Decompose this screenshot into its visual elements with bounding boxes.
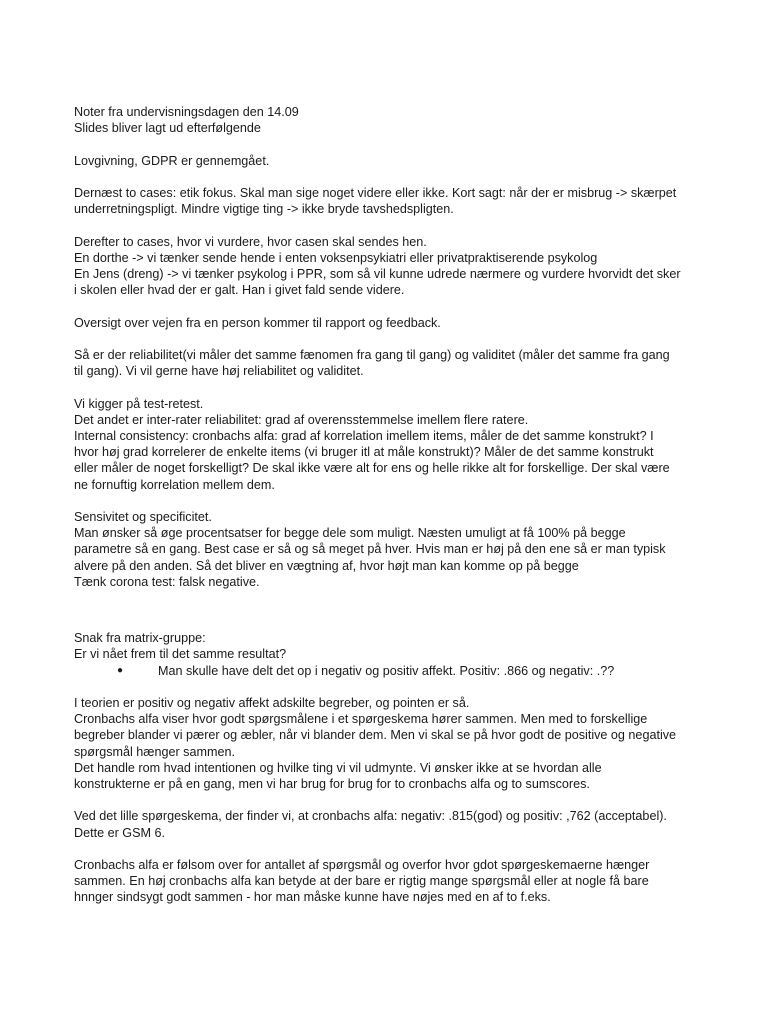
text-line: hvor høj grad korrelerer de enkelte items (vi bruger itl at måle konstrukt)? Måler de det samme konstrukt	[74, 445, 654, 460]
text-line: til gang). Vi vil gerne have høj reliabilitet og validitet.	[74, 364, 364, 379]
document-page	[74, 104, 704, 922]
text-line: Man ønsker så øge procentsatser for begge dele som muligt. Næsten umuligt at få 100% på begge	[74, 526, 626, 541]
text-line: hnnger sindsygt godt sammen - hor man måske kunne have nøjes med en af to f.eks.	[74, 890, 551, 905]
paragraph-theory	[74, 695, 704, 792]
text-line: Cronbachs alfa viser hvor godt spørgsmålene i et spørgeskema hører sammen. Men med to forskellige	[74, 712, 648, 727]
paragraph-sensitivity	[74, 509, 704, 590]
text-line: En Jens (dreng) -> vi tænker psykolog i PPR, som så vil kunne udrede nærmere og vurdere hvorvidt det sker	[74, 266, 681, 281]
text-line: Er vi nået frem til det samme resultat?	[74, 647, 287, 662]
paragraph-test-retest	[74, 396, 704, 493]
text-line: Derefter to cases, hvor vi vurdere, hvor casen skal sendes hen.	[74, 234, 427, 249]
paragraph-ethics-cases	[74, 185, 704, 217]
document-title: Noter fra undervisningsdagen den 14.09	[74, 105, 299, 119]
text-line: Lovgivning, GDPR er gennemgået.	[74, 153, 270, 168]
text-line: underretningspligt. Mindre vigtige ting -> ikke bryde tavshedspligten.	[74, 202, 454, 217]
bullet-icon: ●	[117, 664, 124, 676]
text-line: Det handle rom hvad intentionen og hvilke ting vi vil udmynte. Vi ønsker ikke at se hvordan alle	[74, 760, 602, 775]
text-line: Oversigt over vejen fra en person kommer til rapport og feedback.	[74, 315, 441, 330]
text-line: Så er der reliabilitet(vi måler det samme fænomen fra gang til gang) og validitet (måler det samme fra gang	[74, 347, 670, 362]
text-line: Tænk corona test: falsk negative.	[74, 574, 260, 589]
text-line: Ved det lille spørgeskema, der finder vi, at cronbachs alfa: negativ: .815(god) og positiv: ,762 (acceptabel).	[74, 809, 667, 824]
text-line: Sensivitet og specificitet.	[74, 509, 212, 524]
text-line: Internal consistency: cronbachs alfa: grad af korrelation imellem items, måler de det samme konstrukt? I	[74, 428, 654, 443]
paragraph-matrix-group	[74, 630, 704, 679]
text-line: Det andet er inter-rater reliabilitet: grad af overensstemmelse imellem flere ratere.	[74, 412, 529, 427]
text-line: Vi kigger på test-retest.	[74, 396, 204, 411]
text-line: spørgsmål hænger sammen.	[74, 744, 235, 759]
text-line: parametre så en gang. Best case er så og så meget på hver. Hvis man er høj på den ene så er man typisk	[74, 542, 666, 557]
spacer	[74, 606, 704, 630]
text-line: alvere på den anden. Så det bliver en vægtning af, hvor højt man kan komme op på begge	[74, 558, 579, 573]
text-line: eller måler de noget forskelligt? De skal ikke være alt for ens og helle rikke alt for forskellige. Der skal være	[74, 461, 670, 476]
paragraph-overview	[74, 315, 704, 331]
bullet-list	[74, 663, 704, 679]
list-item	[74, 663, 704, 679]
text-line: i skolen eller hvad der er galt. Han i givet fald sende videre.	[74, 283, 405, 298]
paragraph-cronbach-sensitivity	[74, 857, 704, 906]
text-line: ne fornuftig korrelation mellem dem.	[74, 477, 275, 492]
text-line: Dette er GSM 6.	[74, 825, 165, 840]
text-line: sammen. En høj cronbachs alfa kan betyde at der bare er rigtig mange spørgsmål eller at nogle få bare	[74, 874, 649, 889]
text-line: konstrukterne er på en gang, men vi har brug for brug for to cronbachs alfa og to sumscores.	[74, 776, 590, 791]
text-line: begreber blander vi pærer og æbler, når vi blander dem. Men vi skal se på hvor godt de positive og negative	[74, 728, 677, 743]
paragraph-reliability-validity	[74, 347, 704, 379]
paragraph-small-questionnaire	[74, 808, 704, 840]
heading-block	[74, 104, 704, 136]
text-line: Snak fra matrix-gruppe:	[74, 631, 206, 646]
paragraph-referral-cases	[74, 234, 704, 299]
text-line: En dorthe -> vi tænker sende hende i enten voksenpsykiatri eller privatpraktiserende psykolog	[74, 250, 598, 265]
text-line: Dernæst to cases: etik fokus. Skal man sige noget videre eller ikke. Kort sagt: når der er misbrug -> skærpet	[74, 185, 677, 200]
paragraph-legislation	[74, 153, 704, 169]
text-line: Cronbachs alfa er følsom over for antallet af spørgsmål og overfor hvor gdot spørgeskemaerne hænger	[74, 857, 650, 872]
text-line: I teorien er positiv og negativ affekt adskilte begreber, og pointen er så.	[74, 695, 470, 710]
bullet-text: Man skulle have delt det op i negativ og positiv affekt. Positiv: .866 og negativ: .??	[158, 663, 615, 678]
document-subtitle: Slides bliver lagt ud efterfølgende	[74, 121, 261, 136]
